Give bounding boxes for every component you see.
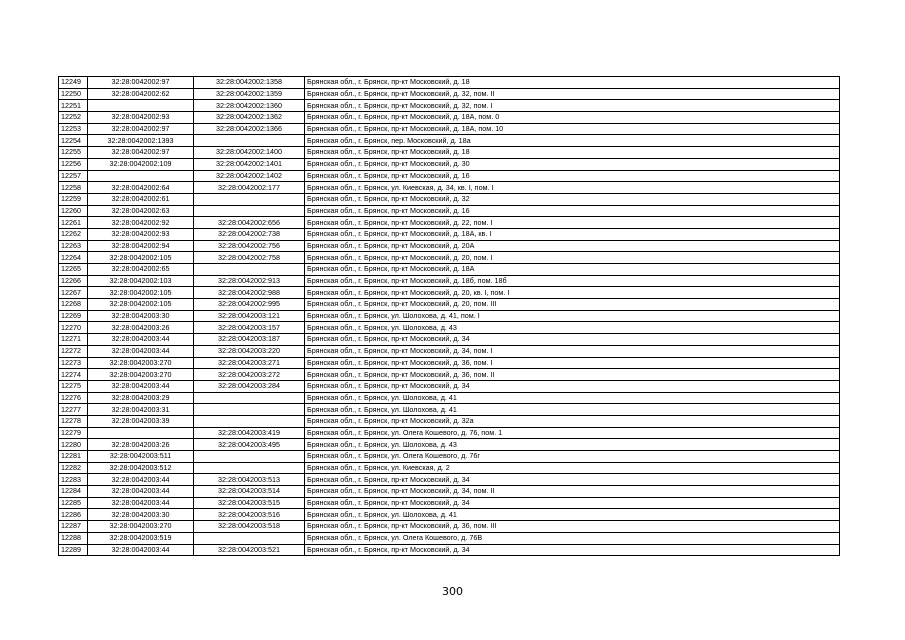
object-number-cell: 32:28:0042002:1400 bbox=[194, 147, 305, 159]
object-number-cell: 32:28:0042002:1359 bbox=[194, 88, 305, 100]
record-number-cell: 12285 bbox=[59, 497, 88, 509]
table-row bbox=[59, 509, 840, 521]
record-number-cell: 12258 bbox=[59, 182, 88, 194]
table-row bbox=[59, 474, 840, 486]
address-cell: Брянская обл., г. Брянск, пр-кт Московский, д. 18б, пом. 18б bbox=[305, 275, 840, 287]
table-row bbox=[59, 240, 840, 252]
address-cell: Брянская обл., г. Брянск, пр-кт Московский, д. 32, пом. I bbox=[305, 100, 840, 112]
land-plot-number-cell: 32:28:0042003:29 bbox=[88, 392, 194, 404]
address-cell: Брянская обл., г. Брянск, пр-кт Московский, д. 32а bbox=[305, 415, 840, 427]
address-cell: Брянская обл., г. Брянск, пр-кт Московский, д. 20, пом. III bbox=[305, 299, 840, 311]
address-cell: Брянская обл., г. Брянск, пр-кт Московский, д. 32, пом. II bbox=[305, 88, 840, 100]
land-plot-number-cell: 32:28:0042002:109 bbox=[88, 158, 194, 170]
address-cell: Брянская обл., г. Брянск, ул. Шолохова, д. 41 bbox=[305, 404, 840, 416]
object-number-cell: 32:28:0042002:756 bbox=[194, 240, 305, 252]
table-row bbox=[59, 170, 840, 182]
table-row bbox=[59, 310, 840, 322]
record-number-cell: 12279 bbox=[59, 427, 88, 439]
record-number-cell: 12270 bbox=[59, 322, 88, 334]
object-number-cell: 32:28:0042003:516 bbox=[194, 509, 305, 521]
land-plot-number-cell: 32:28:0042003:44 bbox=[88, 474, 194, 486]
record-number-cell: 12289 bbox=[59, 544, 88, 556]
table-row bbox=[59, 228, 840, 240]
address-cell: Брянская обл., г. Брянск, пр-кт Московский, д. 18А, пом. 10 bbox=[305, 123, 840, 135]
table-row bbox=[59, 380, 840, 392]
object-number-cell bbox=[194, 462, 305, 474]
record-number-cell: 12252 bbox=[59, 112, 88, 124]
land-plot-number-cell: 32:28:0042003:44 bbox=[88, 486, 194, 498]
object-number-cell: 32:28:0042002:913 bbox=[194, 275, 305, 287]
table-row bbox=[59, 112, 840, 124]
address-cell: Брянская обл., г. Брянск, ул. Киевская, д. 34, кв. I, пом. I bbox=[305, 182, 840, 194]
table-row bbox=[59, 217, 840, 229]
registry-table-body bbox=[59, 77, 840, 556]
object-number-cell bbox=[194, 193, 305, 205]
object-number-cell: 32:28:0042002:1401 bbox=[194, 158, 305, 170]
land-plot-number-cell: 32:28:0042002:97 bbox=[88, 147, 194, 159]
address-cell: Брянская обл., г. Брянск, пр-кт Московский, д. 34 bbox=[305, 380, 840, 392]
address-cell: Брянская обл., г. Брянск, пр-кт Московский, д. 22, пом. I bbox=[305, 217, 840, 229]
land-plot-number-cell: 32:28:0042003:30 bbox=[88, 509, 194, 521]
record-number-cell: 12261 bbox=[59, 217, 88, 229]
record-number-cell: 12264 bbox=[59, 252, 88, 264]
record-number-cell: 12282 bbox=[59, 462, 88, 474]
address-cell: Брянская обл., г. Брянск, ул. Олега Кошевого, д. 76г bbox=[305, 451, 840, 463]
object-number-cell: 32:28:0042003:121 bbox=[194, 310, 305, 322]
record-number-cell: 12283 bbox=[59, 474, 88, 486]
table-row bbox=[59, 100, 840, 112]
object-number-cell bbox=[194, 415, 305, 427]
record-number-cell: 12288 bbox=[59, 532, 88, 544]
table-row bbox=[59, 357, 840, 369]
address-cell: Брянская обл., г. Брянск, ул. Шолохова, д. 43 bbox=[305, 439, 840, 451]
record-number-cell: 12265 bbox=[59, 264, 88, 276]
registry-table bbox=[58, 76, 840, 556]
land-plot-number-cell: 32:28:0042003:270 bbox=[88, 357, 194, 369]
table-row bbox=[59, 544, 840, 556]
object-number-cell: 32:28:0042003:284 bbox=[194, 380, 305, 392]
object-number-cell: 32:28:0042003:513 bbox=[194, 474, 305, 486]
table-row bbox=[59, 135, 840, 147]
record-number-cell: 12262 bbox=[59, 228, 88, 240]
address-cell: Брянская обл., г. Брянск, пр-кт Московский, д. 20, пом. I bbox=[305, 252, 840, 264]
object-number-cell bbox=[194, 135, 305, 147]
object-number-cell: 32:28:0042002:656 bbox=[194, 217, 305, 229]
record-number-cell: 12266 bbox=[59, 275, 88, 287]
table-row bbox=[59, 404, 840, 416]
address-cell: Брянская обл., г. Брянск, пр-кт Московский, д. 32 bbox=[305, 193, 840, 205]
record-number-cell: 12251 bbox=[59, 100, 88, 112]
address-cell: Брянская обл., г. Брянск, пр-кт Московский, д. 18 bbox=[305, 77, 840, 89]
land-plot-number-cell: 32:28:0042002:1393 bbox=[88, 135, 194, 147]
address-cell: Брянская обл., г. Брянск, пр-кт Московский, д. 34 bbox=[305, 544, 840, 556]
record-number-cell: 12286 bbox=[59, 509, 88, 521]
record-number-cell: 12267 bbox=[59, 287, 88, 299]
record-number-cell: 12273 bbox=[59, 357, 88, 369]
object-number-cell: 32:28:0042002:1358 bbox=[194, 77, 305, 89]
object-number-cell: 32:28:0042003:515 bbox=[194, 497, 305, 509]
object-number-cell: 32:28:0042002:1360 bbox=[194, 100, 305, 112]
object-number-cell: 32:28:0042002:1402 bbox=[194, 170, 305, 182]
table-row bbox=[59, 486, 840, 498]
object-number-cell: 32:28:0042003:521 bbox=[194, 544, 305, 556]
object-number-cell: 32:28:0042003:272 bbox=[194, 369, 305, 381]
object-number-cell: 32:28:0042002:177 bbox=[194, 182, 305, 194]
land-plot-number-cell: 32:28:0042003:270 bbox=[88, 369, 194, 381]
table-row bbox=[59, 88, 840, 100]
land-plot-number-cell: 32:28:0042003:44 bbox=[88, 544, 194, 556]
table-row bbox=[59, 252, 840, 264]
address-cell: Брянская обл., г. Брянск, пр-кт Московский, д. 18А, пом. 0 bbox=[305, 112, 840, 124]
land-plot-number-cell: 32:28:0042002:92 bbox=[88, 217, 194, 229]
land-plot-number-cell: 32:28:0042002:94 bbox=[88, 240, 194, 252]
record-number-cell: 12259 bbox=[59, 193, 88, 205]
address-cell: Брянская обл., г. Брянск, ул. Шолохова, д. 43 bbox=[305, 322, 840, 334]
table-row bbox=[59, 182, 840, 194]
land-plot-number-cell: 32:28:0042003:44 bbox=[88, 345, 194, 357]
page-number: 300 bbox=[442, 585, 463, 598]
land-plot-number-cell: 32:28:0042003:39 bbox=[88, 415, 194, 427]
table-row bbox=[59, 439, 840, 451]
object-number-cell: 32:28:0042002:1366 bbox=[194, 123, 305, 135]
land-plot-number-cell: 32:28:0042002:105 bbox=[88, 299, 194, 311]
address-cell: Брянская обл., г. Брянск, пр-кт Московский, д. 16 bbox=[305, 170, 840, 182]
address-cell: Брянская обл., г. Брянск, пр-кт Московский, д. 18А, кв. I bbox=[305, 228, 840, 240]
table-row bbox=[59, 427, 840, 439]
land-plot-number-cell: 32:28:0042002:105 bbox=[88, 252, 194, 264]
object-number-cell: 32:28:0042002:988 bbox=[194, 287, 305, 299]
object-number-cell: 32:28:0042002:758 bbox=[194, 252, 305, 264]
record-number-cell: 12254 bbox=[59, 135, 88, 147]
object-number-cell: 32:28:0042003:495 bbox=[194, 439, 305, 451]
table-row bbox=[59, 392, 840, 404]
address-cell: Брянская обл., г. Брянск, пр-кт Московский, д. 34, пом. I bbox=[305, 345, 840, 357]
table-row bbox=[59, 287, 840, 299]
land-plot-number-cell: 32:28:0042003:512 bbox=[88, 462, 194, 474]
address-cell: Брянская обл., г. Брянск, пр-кт Московский, д. 34 bbox=[305, 474, 840, 486]
record-number-cell: 12276 bbox=[59, 392, 88, 404]
table-row bbox=[59, 451, 840, 463]
land-plot-number-cell: 32:28:0042002:97 bbox=[88, 77, 194, 89]
land-plot-number-cell: 32:28:0042003:31 bbox=[88, 404, 194, 416]
object-number-cell bbox=[194, 451, 305, 463]
address-cell: Брянская обл., г. Брянск, ул. Олега Кошевого, д. 76, пом. 1 bbox=[305, 427, 840, 439]
table-row bbox=[59, 77, 840, 89]
object-number-cell: 32:28:0042002:738 bbox=[194, 228, 305, 240]
object-number-cell: 32:28:0042003:187 bbox=[194, 334, 305, 346]
object-number-cell: 32:28:0042003:419 bbox=[194, 427, 305, 439]
land-plot-number-cell: 32:28:0042002:105 bbox=[88, 287, 194, 299]
table-row bbox=[59, 345, 840, 357]
table-row bbox=[59, 193, 840, 205]
table-row bbox=[59, 334, 840, 346]
address-cell: Брянская обл., г. Брянск, пер. Московский, д. 18а bbox=[305, 135, 840, 147]
record-number-cell: 12271 bbox=[59, 334, 88, 346]
address-cell: Брянская обл., г. Брянск, пр-кт Московский, д. 36, пом. III bbox=[305, 521, 840, 533]
table-row bbox=[59, 205, 840, 217]
address-cell: Брянская обл., г. Брянск, пр-кт Московский, д. 36, пом. I bbox=[305, 357, 840, 369]
record-number-cell: 12250 bbox=[59, 88, 88, 100]
address-cell: Брянская обл., г. Брянск, пр-кт Московский, д. 36, пом. II bbox=[305, 369, 840, 381]
table-row bbox=[59, 462, 840, 474]
object-number-cell bbox=[194, 404, 305, 416]
land-plot-number-cell: 32:28:0042003:519 bbox=[88, 532, 194, 544]
object-number-cell: 32:28:0042003:271 bbox=[194, 357, 305, 369]
address-cell: Брянская обл., г. Брянск, пр-кт Московский, д. 20А bbox=[305, 240, 840, 252]
record-number-cell: 12268 bbox=[59, 299, 88, 311]
address-cell: Брянская обл., г. Брянск, пр-кт Московский, д. 16 bbox=[305, 205, 840, 217]
record-number-cell: 12287 bbox=[59, 521, 88, 533]
land-plot-number-cell: 32:28:0042003:44 bbox=[88, 497, 194, 509]
object-number-cell: 32:28:0042003:157 bbox=[194, 322, 305, 334]
address-cell: Брянская обл., г. Брянск, пр-кт Московский, д. 18А bbox=[305, 264, 840, 276]
table-row bbox=[59, 147, 840, 159]
record-number-cell: 12278 bbox=[59, 415, 88, 427]
table-row bbox=[59, 275, 840, 287]
land-plot-number-cell: 32:28:0042003:511 bbox=[88, 451, 194, 463]
address-cell: Брянская обл., г. Брянск, ул. Шолохова, д. 41 bbox=[305, 509, 840, 521]
record-number-cell: 12277 bbox=[59, 404, 88, 416]
record-number-cell: 12260 bbox=[59, 205, 88, 217]
land-plot-number-cell: 32:28:0042003:26 bbox=[88, 322, 194, 334]
land-plot-number-cell: 32:28:0042002:64 bbox=[88, 182, 194, 194]
object-number-cell bbox=[194, 532, 305, 544]
object-number-cell: 32:28:0042002:1362 bbox=[194, 112, 305, 124]
table-row bbox=[59, 264, 840, 276]
address-cell: Брянская обл., г. Брянск, ул. Киевская, д. 2 bbox=[305, 462, 840, 474]
table-row bbox=[59, 497, 840, 509]
land-plot-number-cell: 32:28:0042002:103 bbox=[88, 275, 194, 287]
land-plot-number-cell: 32:28:0042003:44 bbox=[88, 334, 194, 346]
land-plot-number-cell: 32:28:0042003:44 bbox=[88, 380, 194, 392]
record-number-cell: 12253 bbox=[59, 123, 88, 135]
address-cell: Брянская обл., г. Брянск, ул. Шолохова, д. 41, пом. I bbox=[305, 310, 840, 322]
object-number-cell: 32:28:0042003:518 bbox=[194, 521, 305, 533]
land-plot-number-cell: 32:28:0042002:61 bbox=[88, 193, 194, 205]
address-cell: Брянская обл., г. Брянск, пр-кт Московский, д. 34 bbox=[305, 334, 840, 346]
table-row bbox=[59, 123, 840, 135]
address-cell: Брянская обл., г. Брянск, пр-кт Московский, д. 20, кв. I, пом. I bbox=[305, 287, 840, 299]
record-number-cell: 12281 bbox=[59, 451, 88, 463]
record-number-cell: 12275 bbox=[59, 380, 88, 392]
land-plot-number-cell bbox=[88, 427, 194, 439]
object-number-cell bbox=[194, 392, 305, 404]
land-plot-number-cell: 32:28:0042002:63 bbox=[88, 205, 194, 217]
record-number-cell: 12272 bbox=[59, 345, 88, 357]
object-number-cell: 32:28:0042002:995 bbox=[194, 299, 305, 311]
record-number-cell: 12256 bbox=[59, 158, 88, 170]
table-row bbox=[59, 415, 840, 427]
table-row bbox=[59, 158, 840, 170]
table-row bbox=[59, 369, 840, 381]
record-number-cell: 12249 bbox=[59, 77, 88, 89]
land-plot-number-cell: 32:28:0042002:93 bbox=[88, 228, 194, 240]
land-plot-number-cell: 32:28:0042002:65 bbox=[88, 264, 194, 276]
land-plot-number-cell: 32:28:0042003:26 bbox=[88, 439, 194, 451]
record-number-cell: 12257 bbox=[59, 170, 88, 182]
table-row bbox=[59, 532, 840, 544]
table-row bbox=[59, 299, 840, 311]
record-number-cell: 12269 bbox=[59, 310, 88, 322]
land-plot-number-cell: 32:28:0042002:62 bbox=[88, 88, 194, 100]
address-cell: Брянская обл., г. Брянск, пр-кт Московский, д. 18 bbox=[305, 147, 840, 159]
object-number-cell bbox=[194, 264, 305, 276]
record-number-cell: 12263 bbox=[59, 240, 88, 252]
address-cell: Брянская обл., г. Брянск, пр-кт Московский, д. 34, пом. II bbox=[305, 486, 840, 498]
record-number-cell: 12255 bbox=[59, 147, 88, 159]
address-cell: Брянская обл., г. Брянск, пр-кт Московский, д. 30 bbox=[305, 158, 840, 170]
table-row bbox=[59, 322, 840, 334]
record-number-cell: 12274 bbox=[59, 369, 88, 381]
land-plot-number-cell: 32:28:0042002:97 bbox=[88, 123, 194, 135]
land-plot-number-cell: 32:28:0042003:270 bbox=[88, 521, 194, 533]
object-number-cell bbox=[194, 205, 305, 217]
land-plot-number-cell: 32:28:0042003:30 bbox=[88, 310, 194, 322]
table-row bbox=[59, 521, 840, 533]
land-plot-number-cell bbox=[88, 170, 194, 182]
address-cell: Брянская обл., г. Брянск, ул. Олега Кошевого, д. 76В bbox=[305, 532, 840, 544]
record-number-cell: 12284 bbox=[59, 486, 88, 498]
record-number-cell: 12280 bbox=[59, 439, 88, 451]
object-number-cell: 32:28:0042003:514 bbox=[194, 486, 305, 498]
address-cell: Брянская обл., г. Брянск, ул. Шолохова, д. 41 bbox=[305, 392, 840, 404]
address-cell: Брянская обл., г. Брянск, пр-кт Московский, д. 34 bbox=[305, 497, 840, 509]
object-number-cell: 32:28:0042003:220 bbox=[194, 345, 305, 357]
land-plot-number-cell bbox=[88, 100, 194, 112]
land-plot-number-cell: 32:28:0042002:93 bbox=[88, 112, 194, 124]
